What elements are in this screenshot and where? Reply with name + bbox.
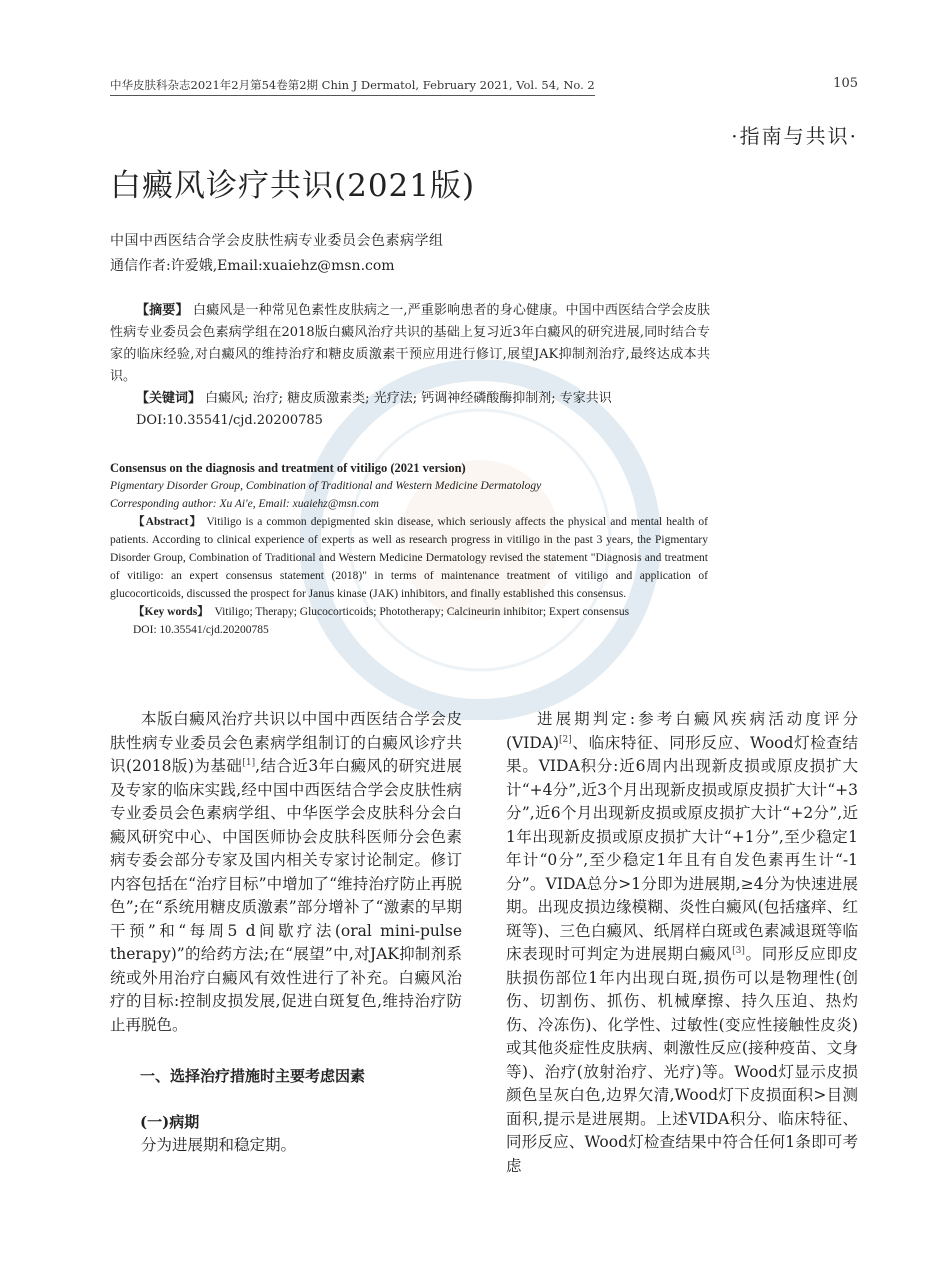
corresponding-author: 通信作者:许爱娥,Email:xuaiehz@msn.com <box>110 258 395 274</box>
abstract-en <box>110 459 708 639</box>
abstract-zh <box>110 300 710 432</box>
keywords-zh-label: 【关键词】 <box>136 391 202 406</box>
body-column-left <box>110 708 462 1158</box>
subsection-text-1-1: 分为进展期和稳定期。 <box>141 1136 297 1154</box>
citation-2[interactable]: [2] <box>559 734 572 745</box>
section-heading-1: 一、选择治疗措施时主要考虑因素 <box>140 1067 366 1085</box>
keywords-zh-text: 白癜风; 治疗; 糖皮质激素类; 光疗法; 钙调神经磷酸酶抑制剂; 专家共识 <box>205 391 612 406</box>
article-title: 白癜风诊疗共识(2021版) <box>110 168 476 204</box>
abstract-en-text: Vitiligo is a common depigmented skin disease, which seriously affects the physical and mental health of patients. According to clinical experience of experts as well as research progress in vitiligo in the past 3 years, the Pigmentary Disorder Group, Combination of Traditional and Western Medicine Dermatology revised the statement "Diagnosis and treatment of vitiligo: an expert consensus statement (2018)" in terms of maintenance treatment of vitiligo and application of glucocorticoids, discussed the prospect for Janus kinase (JAK) inhibitors, and finally established this consensus. <box>110 516 709 600</box>
keywords-zh <box>110 388 710 410</box>
abstract-zh-label: 【摘要】 <box>136 303 189 318</box>
author-group: 中国中西医结合学会皮肤性病专业委员会色素病学组 <box>110 233 444 249</box>
abstract-en-label: 【Abstract】 <box>133 516 203 528</box>
abstract-zh-paragraph <box>110 300 710 388</box>
citation-3[interactable]: [3] <box>732 945 745 956</box>
progression-paragraph <box>506 708 858 1178</box>
intro-paragraph <box>110 708 462 1037</box>
keywords-en-label: 【Key words】 <box>133 606 209 618</box>
body-column-right <box>506 708 858 1178</box>
abstract-zh-text: 白癜风是一种常见色素性皮肤病之一,严重影响患者的身心健康。中国中西医结合学会皮肤性病专业委员会色素病学组在2018版白癜风治疗共识的基础上复习近3年白癜风的研究进展,同时结合专家的临床经验,对白癜风的维持治疗和糖皮质激素干预应用进行修订,展望JAK抑制剂治疗,最终达成本共识。 <box>110 303 710 384</box>
citation-1[interactable]: [1] <box>242 757 256 768</box>
progression-text-b: 、临床特征、同形反应、Wood灯检查结果。VIDA积分:近6周内出现新皮损或原皮损扩大计“+4分”,近3个月出现新皮损或原皮损扩大计“+3分”,近6个月出现新皮损或原皮损扩大计“+2分”,近1年出现新皮损或原皮损扩大计“+1分”,至少稳定1年计“0分”,至少稳定1年且有自发色素再生计“-1分”。VIDA总分>1分即为进展期,≥4分为快速进展期。出现皮损边缘模糊、炎性白癜风(包括瘙痒、红斑等)、三色白癜风、纸屑样白斑或色素减退斑等临床表现时可判定为进展期白癜风 <box>506 733 858 963</box>
page-number: 105 <box>833 76 858 91</box>
group-en: Pigmentary Disorder Group, Combination of Traditional and Western Medicine Dermatology <box>110 480 542 492</box>
title-en: Consensus on the diagnosis and treatment of vitiligo (2021 version) <box>110 461 466 475</box>
keywords-en <box>110 603 708 621</box>
subsection-heading-1-1: (一)病期 <box>140 1112 200 1131</box>
intro-text-a: 本版白癜风治疗共识以中国中西医结合学会皮肤性病专业委员会色素病学组制订的白癜风诊疗共识(2018版)为基础 <box>110 710 462 775</box>
keywords-en-text: Vitiligo; Therapy; Glucocorticoids; Phototherapy; Calcineurin inhibitor; Expert consensus <box>214 606 630 618</box>
column-tag: ·指南与共识· <box>731 124 858 148</box>
intro-text-b: ,结合近3年白癜风的研究进展及专家的临床实践,经中国中西医结合学会皮肤性病专业委员会色素病学组、中华医学会皮肤科分会白癜风研究中心、中国医师协会皮肤科医师分会色素病专委会部分专家及国内相关专家讨论制定。修订内容包括在“治疗目标”中增加了“维持治疗防止再脱色”;在“系统用糖皮质激素”部分增补了“激素的早期干预”和“每周5 d间歇疗法(oral mini-pulse therapy)”的给药方法;在“展望”中,对JAK抑制剂系统或外用治疗白癜风有效性进行了补充。白癜风治疗的目标:控制皮损发展,促进白斑复色,维持治疗防止再脱色。 <box>110 757 462 1034</box>
doi-zh: DOI:10.35541/cjd.20200785 <box>136 413 323 428</box>
running-head: 中华皮肤科杂志2021年2月第54卷第2期 Chin J Dermatol, February 2021, Vol. 54, No. 2 <box>110 77 595 96</box>
corresponding-en: Corresponding author: Xu Ai'e, Email: xuaiehz@msn.com <box>110 498 379 510</box>
abstract-en-paragraph <box>110 513 708 603</box>
progression-text-a: 进展期判定:参考白癜风疾病活动度评分(VIDA) <box>506 710 858 752</box>
doi-en: DOI: 10.35541/cjd.20200785 <box>133 624 269 636</box>
progression-text-c: 。同形反应即皮肤损伤部位1年内出现白斑,损伤可以是物理性(创伤、切割伤、抓伤、机械摩擦、持久压迫、热灼伤、冷冻伤)、化学性、过敏性(变应性接触性皮炎)或其他炎症性皮肤病、刺激性反应(接种疫苗、文身等)、治疗(放射治疗、光疗)等。Wood灯显示皮损颜色呈灰白色,边界欠清,Wood灯下皮损面积>目测面积,提示是进展期。上述VIDA积分、临床特征、同形反应、Wood灯检查结果中符合任何1条即可考虑 <box>506 945 858 1175</box>
